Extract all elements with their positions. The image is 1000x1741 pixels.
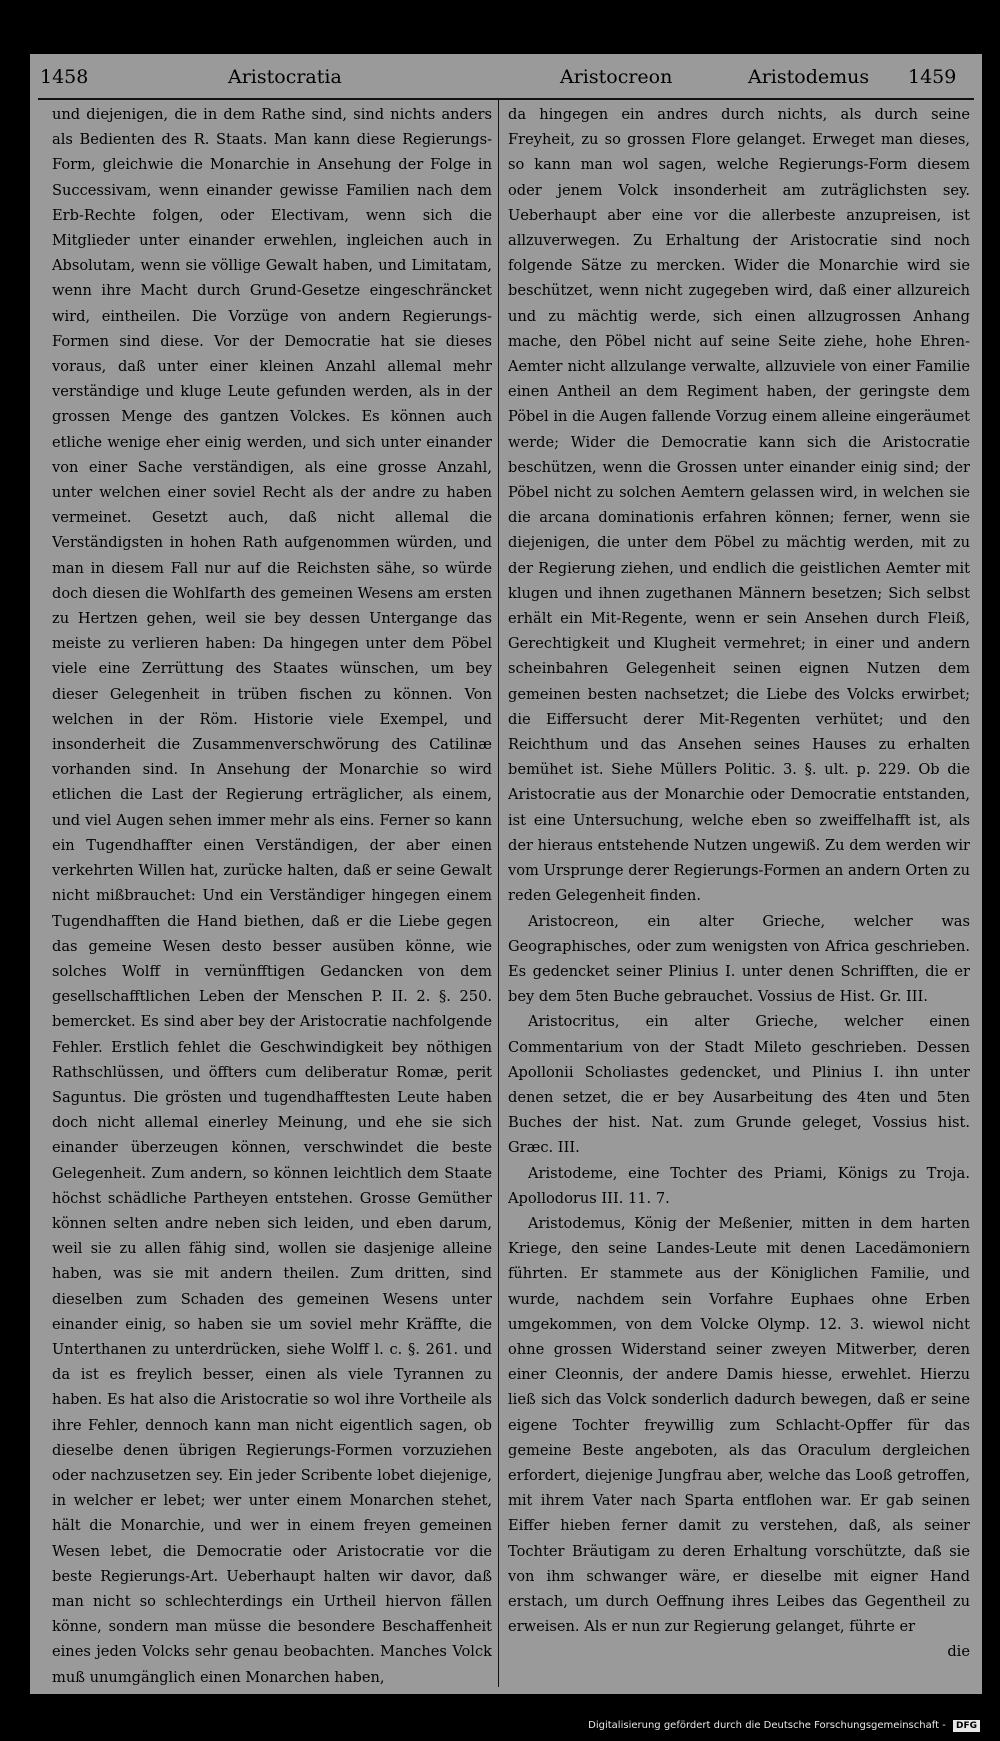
header-title-left: Aristocratia xyxy=(228,66,342,88)
entry-aristodemus: Aristodemus, König der Meßenier, mitten in dem harten Kriege, den seine Landes-Leute mit denen Lacedämoniern führten. Er stammete aus der Königlichen Familie, und wurde, nachdem sein Vorfahre Euphaes ohne Erben umgekommen, von dem Volcke Olymp. 12. 3. wiewol nicht ohne grossen Widerstand seiner zweyen Mitwerber, deren einer Cleonnis, der andere Damis hiesse, erwehlet. Hierzu ließ sich das Volck sonderlich dadurch bewegen, daß er seine eigene Tochter freywillig zum Schlacht-Opffer für das gemeine Beste angeboten, als das Oraculum dergleichen erfordert, diejenige Jungfrau aber, welche das Looß getroffen, mit ihrem Vater nach Sparta entflohen war. Er gab seinen Eiffer hieben ferner damit zu verstehen, daß, als seiner Tochter Bräutigam zu deren Erhaltung vorschützte, daß sie von ihm schwanger wäre, er dieselbe mit eigner Hand erstach, um durch Oeffnung ihres Leibes das Gegentheil zu erweisen. Als er nun zur Regierung gelanget, führte er xyxy=(508,1214,970,1636)
digitization-credit xyxy=(588,1720,980,1732)
scanned-page xyxy=(30,54,982,1694)
header-title-right: Aristodemus xyxy=(748,66,870,88)
header-rule xyxy=(38,98,974,100)
entry-aristocreon: Aristocreon, ein alter Grieche, welcher was Geographisches, oder zum wenigsten von Africa geschrieben. Es gedencket seiner Plinius I. unter denen Schrifften, die er bey dem 5ten Buche gebrauchet. Vossius de Hist. Gr. III. xyxy=(508,912,970,1006)
left-column xyxy=(52,102,492,1687)
column-divider xyxy=(498,100,499,1687)
running-header xyxy=(30,54,982,98)
credit-text: Digitalisierung gefördert durch die Deutsche Forschungsgemeinschaft - xyxy=(588,1720,946,1731)
right-column xyxy=(508,102,970,1687)
paragraph-aristocratia-end: da hingegen ein andres durch nichts, als durch seine Freyheit, zu so grossen Flore gelanget. Erweget man dieses, so kann man wol sagen, welche Regierungs-Form diesem oder jenem Volck insonderheit am zuträglichsten sey. Ueberhaupt aber eine vor die allerbeste anzupreisen, ist allzuverwegen. Zu Erhaltung der Aristocratie sind noch folgende Sätze zu mercken. Wider die Monarchie wird sie beschützet, wenn nicht zugegeben wird, daß einer allzureich und zu mächtig werde, sich einen allzugrossen Anhang mache, den Pöbel nicht auf seine Seite ziehe, hohe Ehren-Aemter nicht allzulange verwalte, allzuviele von einer Familie einen Antheil an dem Regiment haben, der geringste dem Pöbel in die Augen fallende Vorzug einem alleine eingeräumet werde; Wider die Democratie kann sich die Aristocratie beschützen, wenn die Grossen unter einander einig sind; der Pöbel nicht zu solchen Aemtern gelassen wird, in welchen sie die arcana dominationis erfahren können; ferner, wenn sie diejenigen, die unter dem Pöbel zu mächtig werden, mit zu der Regierung ziehen, und endlich die geistlichen Aemter mit klugen und ihnen zugethanen Männern besetzen; Sich selbst erhält ein Mit-Regente, wenn er sein Ansehen durch Fleiß, Gerechtigkeit und Klugheit vermehret; in einer und andern scheinbahren Gelegenheit seinen eignen Nutzen dem gemeinen besten nachsetzet; die Liebe des Volcks erwirbet; die Eiffersucht derer Mit-Regenten verhütet; und den Reichthum und das Ansehen seines Hauses zu erhalten bemühet ist. Siehe Müllers Politic. 3. §. ult. p. 229. Ob die Aristocratie aus der Monarchie oder Democratie entstanden, ist eine Untersuchung, welche eben so zweiffelhafft ist, als der hieraus entstehende Nutzen ungewiß. Zu dem werden wir vom Ursprunge derer Regierungs-Formen an andern Orten zu reden Gelegenheit finden. xyxy=(508,106,970,905)
entry-aristodeme: Aristodeme, eine Tochter des Priami, Königs zu Troja. Apollodorus III. 11. 7. xyxy=(508,1164,970,1207)
header-title-mid: Aristocreon xyxy=(560,66,673,88)
catchword: die xyxy=(947,1643,970,1661)
entry-aristocritus: Aristocritus, ein alter Grieche, welcher einen Commentarium von der Stadt Mileto geschrieben. Dessen Apollonii Scholiastes gedencket, und Plinius I. ihn unter denen setzet, die er bey Ausarbeitung des 4ten und 5ten Buches der hist. Nat. zum Grunde geleget, Vossius hist. Græc. III. xyxy=(508,1013,970,1157)
page-number-right: 1459 xyxy=(908,66,957,88)
dfg-logo: DFG xyxy=(953,1720,980,1732)
paragraph-aristocratia-continued: und diejenigen, die in dem Rathe sind, sind nichts anders als Bedienten des R. Staats. Man kann diese Regierungs-Form, gleichwie die Monarchie in Ansehung der Folge in Successivam, wenn einander gewisse Familien nach dem Erb-Rechte folgen, oder Electivam, wenn sich die Mitglieder unter einander erwehlen, ingleichen auch in Absolutam, wenn sie völlige Gewalt haben, und Limitatam, wenn ihre Macht durch Grund-Gesetze eingeschräncket wird, eintheilen. Die Vorzüge von andern Regierungs-Formen sind diese. Vor der Democratie hat sie dieses voraus, daß unter einer kleinen Anzahl allemal mehr verständige und kluge Leute gefunden werden, als in der grossen Menge des gantzen Volckes. Es können auch etliche wenige eher einig werden, und sich unter einander von einer Sache verständigen, als eine grosse Anzahl, unter welchen einer soviel Recht als der andre zu haben vermeinet. Gesetzt auch, daß nicht allemal die Verständigsten in hohen Rath aufgenommen würden, und man in diesem Fall nur auf die Reichsten sähe, so würde doch diesen die Wohlfarth des gemeinen Wesens am ersten zu Hertzen gehen, weil sie bey dessen Untergange das meiste zu verlieren haben: Da hingegen unter dem Pöbel viele eine Zerrüttung des Staates wünschen, um bey dieser Gelegenheit in trüben fischen zu können. Von welchen in der Röm. Historie viele Exempel, und insonderheit die Zusammenverschwörung des Catilinæ vorhanden sind. In Ansehung der Monarchie so wird etlichen die Last der Regierung erträglicher, als einem, und viel Augen sehen immer mehr als eins. Ferner so kann ein Tugendhaffter einen Verständigen, der aber einen verkehrten Willen hat, zurücke halten, daß er seine Gewalt nicht mißbrauchet: Und ein Verständiger hingegen einem Tugendhafften die Hand biethen, daß er die Liebe gegen das gemeine Wesen desto besser ausüben könne, wie solches Wolff in vernünfftigen Gedancken von dem gesellschafftlichen Leben der Menschen P. II. 2. §. 250. bemercket. Es sind aber bey der Aristocratie nachfolgende Fehler. Erstlich fehlet die Geschwindigkeit bey nöthigen Rathschlüssen, und öffters cum deliberatur Romæ, perit Saguntus. Die grösten und tugendhafftesten Leute haben doch nicht allemal einerley Meinung, und ehe sie sich einander überzeugen können, verschwindet die beste Gelegenheit. Zum andern, so können leichtlich dem Staate höchst schädliche Partheyen entstehen. Grosse Gemüther können selten andre neben sich leiden, und eben darum, weil sie zu allen fähig sind, wollen sie dasjenige alleine haben, was sie mit andern theilen. Zum dritten, sind dieselben zum Schaden des gemeinen Wesens unter einander einig, so haben sie um soviel mehr Kräffte, die Unterthanen zu unterdrücken, siehe Wolff l. c. §. 261. und da ist es freylich besser, einen als viele Tyrannen zu haben. Es hat also die Aristocratie so wol ihre Vortheile als ihre Fehler, dennoch kann man nicht eigentlich sagen, ob dieselbe denen übrigen Regierungs-Formen vorzuziehen oder nachzusetzen sey. Ein jeder Scribente lobet diejenige, in welcher er lebet; wer unter einem Monarchen stehet, hält die Monarchie, und wer in einem freyen gemeinen Wesen lebet, die Democratie oder Aristocratie vor die beste Regierungs-Art. Ueberhaupt halten wir davor, daß man nicht so schlechterdings ein Urtheil hiervon fällen könne, sondern man müsse die besondere Beschaffenheit eines jeden Volcks sehr genau beobachten. Manches Volck muß unumgänglich einen Monarchen haben, xyxy=(52,106,492,1686)
page-number-left: 1458 xyxy=(40,66,89,88)
